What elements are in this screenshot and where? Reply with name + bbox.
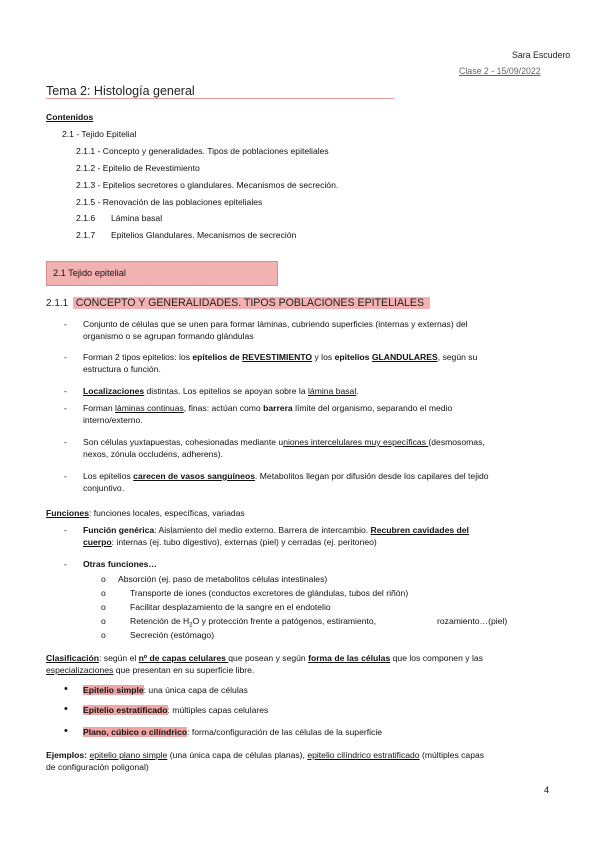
contents-item: 2.1.2 - Epitelio de Revestimiento xyxy=(76,163,200,173)
circle-marker: o xyxy=(101,630,106,640)
clasificacion-item xyxy=(83,704,268,716)
paragraph-vasos xyxy=(83,470,556,494)
circle-marker: o xyxy=(101,616,106,626)
text: : internas (ej. tubo digestivo), externas (piel) y cerradas (ej. peritoneo) xyxy=(111,537,377,547)
text: (múltiples capas xyxy=(419,750,485,760)
bullet-marker: • xyxy=(64,683,68,695)
dash-marker: - xyxy=(64,525,67,535)
clasificacion-label: Clasificación xyxy=(46,653,100,663)
keyword-funcion-generica: Función genérica xyxy=(83,525,155,535)
text: . xyxy=(356,386,359,396)
text: y los xyxy=(312,352,335,362)
keyword-localizaciones: Localizaciones xyxy=(83,386,145,396)
text: Retención de H xyxy=(130,616,190,626)
text: distintas. Los epitelios se apoyan sobre la xyxy=(144,386,308,396)
contents-heading: Contenidos xyxy=(46,112,94,122)
keyword-recubren: Recubren cavidades del xyxy=(370,525,469,535)
circle-marker: o xyxy=(101,588,106,598)
text: epitelios de xyxy=(192,352,243,362)
paragraph-definition xyxy=(83,318,556,342)
text: (una única capa de células planas), xyxy=(167,750,308,760)
text: Forman 2 tipos epitelios: los xyxy=(83,352,193,362)
keyword-vasos: carecen de vasos sanguíneos xyxy=(133,471,255,481)
keyword-plano-simple: epitelio plano simple xyxy=(89,750,168,760)
text: : múltiples capas celulares xyxy=(167,705,269,715)
funcion-item: Absorción (ej. paso de metabolitos células intestinales) xyxy=(118,574,328,584)
text-line: nexos, zónula occludens, adherens). xyxy=(83,449,223,459)
keyword-lamina-basal: lámina basal xyxy=(308,386,357,396)
highlight-forma-celulas: Plano, cúbico o cilíndrico xyxy=(83,727,188,737)
text: que los componen y las xyxy=(390,653,483,663)
text-line: interno/externo. xyxy=(83,415,143,425)
class-date: Clase 2 - 15/09/2022 xyxy=(459,66,541,76)
text-line: estructura o función. xyxy=(83,364,161,374)
dash-marker: - xyxy=(64,386,67,396)
clasificacion-paragraph xyxy=(46,652,556,676)
paragraph-laminas xyxy=(83,402,556,426)
keyword-cilindrico-estratificado: epitelio cilíndrico estratificado xyxy=(307,750,420,760)
bullet-marker: • xyxy=(64,725,68,737)
circle-marker: o xyxy=(101,574,106,584)
bullet-marker: • xyxy=(64,703,68,715)
subsection-number: 2.1.1 xyxy=(46,298,69,309)
text: límite del organismo, separando el medio xyxy=(292,403,453,413)
text: : funciones locales, específicas, variadas xyxy=(88,508,245,518)
funcion-item: Facilitar desplazamiento de la sangre en el endotelio xyxy=(130,602,331,612)
dash-marker: - xyxy=(64,559,67,569)
keyword-capas: nº de capas celulares xyxy=(138,653,229,663)
dash-marker: - xyxy=(64,471,67,481)
contents-item: 2.1 - Tejido Epitelial xyxy=(62,129,137,139)
text: Los epitelios xyxy=(83,471,134,481)
text: O y protección frente a patógenos, estiramiento, xyxy=(192,616,377,626)
paragraph-localizaciones xyxy=(83,385,556,397)
funcion-item: Transporte de iones (conductos excretores de glándulas, tubos del riñón) xyxy=(130,588,409,598)
funcion-generica xyxy=(83,524,556,548)
dash-marker: - xyxy=(64,319,67,329)
section-heading: 2.1 Tejido epitelial xyxy=(53,268,126,278)
author-name: Sara Escudero xyxy=(512,50,571,60)
funcion-item: Secreción (estómago) xyxy=(130,630,215,640)
subsection-title: CONCEPTO Y GENERALIDADES. TIPOS POBLACIONES EPITELIALES xyxy=(73,297,430,309)
ejemplos-paragraph xyxy=(46,749,556,773)
highlight-epitelio-simple: Epitelio simple xyxy=(83,685,144,695)
text: : forma/configuración de las células de la superficie xyxy=(187,727,383,737)
funciones-label: Funciones xyxy=(46,508,89,518)
text-line: organismo o se agrupan formando glándulas xyxy=(83,331,254,341)
keyword-cuerpo: cuerpo xyxy=(83,537,112,547)
text-line: Conjunto de células que se unen para formar láminas, cubriendo superficies (internas y externas) del xyxy=(83,319,468,329)
contents-item: Lámina basal xyxy=(111,213,163,223)
text: Son células yuxtapuestas, cohesionadas mediante u xyxy=(83,437,284,447)
text: : una única capa de células xyxy=(143,685,248,695)
otras-funciones: Otras funciones… xyxy=(83,559,158,569)
contents-item: Epitelios Glandulares. Mecanismos de secreción xyxy=(111,230,297,240)
text: , finas: actúan como xyxy=(183,403,264,413)
contents-item: 2.1.5 - Renovación de las poblaciones epiteliales xyxy=(76,197,263,207)
text: : según el xyxy=(99,653,139,663)
keyword-especializaciones: especializaciones xyxy=(46,665,114,675)
funcion-item-rozamiento: rozamiento…(piel) xyxy=(437,616,508,626)
clasificacion-item xyxy=(83,726,382,738)
text: Forman xyxy=(83,403,115,413)
text-line: conjuntivo. xyxy=(83,483,125,493)
dash-marker: - xyxy=(64,437,67,447)
funciones-line xyxy=(46,507,245,519)
subsection-heading xyxy=(46,293,430,307)
circle-marker: o xyxy=(101,602,106,612)
clasificacion-item xyxy=(83,684,248,696)
ejemplos-label: Ejemplos: xyxy=(46,750,88,760)
contents-item-number: 2.1.6 xyxy=(76,213,96,223)
page-title: Tema 2: Histología general xyxy=(46,84,195,98)
contents-item: 2.1.1 - Concepto y generalidades. Tipos de poblaciones epiteliales xyxy=(76,146,329,156)
title-underline xyxy=(46,98,394,99)
page-number: 4 xyxy=(544,785,550,795)
text: que presentan en su superficie libre. xyxy=(113,665,255,675)
text: . Metabolitos llegan por difusión desde los capilares del tejido xyxy=(254,471,489,481)
subscript: 2 xyxy=(189,622,193,629)
text: , según su xyxy=(437,352,478,362)
paragraph-uniones xyxy=(83,436,556,460)
keyword-glandulares: GLANDULARES xyxy=(371,352,438,362)
keyword-barrera: barrera xyxy=(263,403,293,413)
dash-marker: - xyxy=(64,352,67,362)
contents-item-number: 2.1.7 xyxy=(76,230,96,240)
text: que posean y según xyxy=(228,653,309,663)
dash-marker: - xyxy=(64,403,67,413)
paragraph-types xyxy=(83,351,556,375)
keyword-forma: forma de las células xyxy=(308,653,391,663)
text: (desmosomas, xyxy=(428,437,485,447)
keyword-laminas-continuas: láminas continuas xyxy=(115,403,184,413)
highlight-epitelio-estratificado: Epitelio estratificado xyxy=(83,705,168,715)
text: epitelios xyxy=(334,352,372,362)
contents-item: 2.1.3 - Epitelios secretores o glandulares. Mecanismos de secreción. xyxy=(76,180,339,190)
text-line: de configuración poligonal) xyxy=(46,762,149,772)
keyword-revestimiento: REVESTIMIENTO xyxy=(242,352,313,362)
text: : Aislamiento del medio externo. Barrera de intercambio. xyxy=(154,525,371,535)
keyword-uniones: niones intercelulares muy específicas xyxy=(283,437,429,447)
